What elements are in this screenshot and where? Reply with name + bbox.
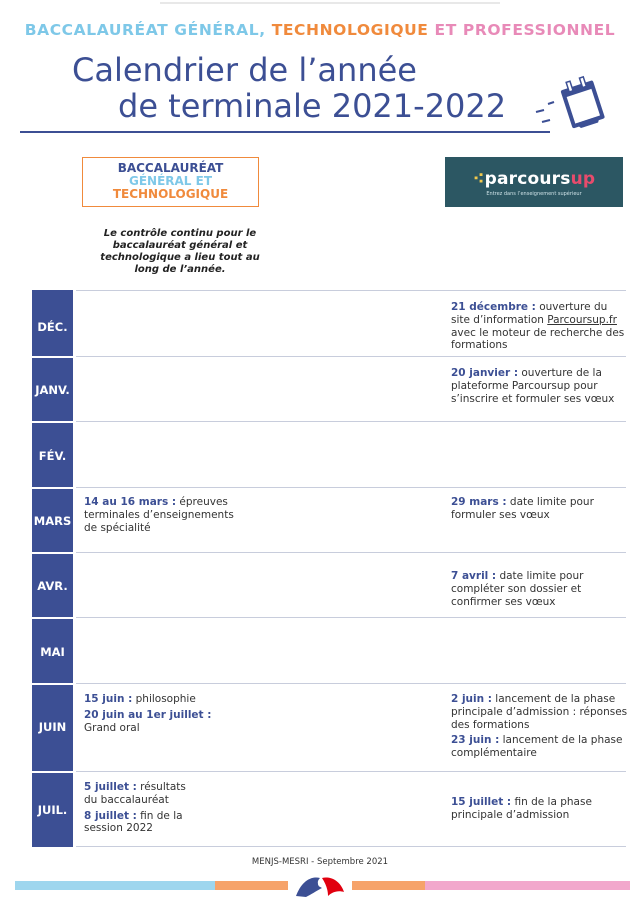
parcoursup-site-link[interactable]: Parcoursup.fr (547, 313, 617, 326)
event-date: 8 juillet : (84, 809, 137, 822)
event-text: fin de la session 2022 (84, 809, 183, 835)
event-text: lancement de la phase complémentaire (451, 734, 623, 760)
event-date: 29 mars : (451, 496, 507, 508)
event-phase-complementaire (451, 734, 631, 760)
parcoursup-logo (445, 157, 623, 207)
months-column (32, 290, 73, 847)
event-philosophie (84, 693, 254, 706)
top-divider (160, 2, 500, 4)
event-text: ouverture de la plateforme Parcoursup pour s’inscrire et formuler ses vœux (451, 367, 615, 405)
parcoursup-dots-icon: ⁖ (472, 169, 485, 189)
title-line-1: Calendrier de l’année (72, 51, 417, 89)
row-divider (76, 683, 626, 684)
event-text: date limite pour formuler ses vœux (451, 496, 594, 521)
event-date: 14 au 16 mars : (84, 496, 177, 508)
title-underline (20, 131, 550, 133)
header-technologique: TECHNOLOGIQUE (271, 21, 429, 39)
bac-box-line-3: TECHNOLOGIQUE (112, 187, 229, 201)
row-divider (76, 617, 626, 618)
event-date: 20 juin au 1er juillet : (84, 708, 212, 721)
parcoursup-wordmark-b: up (570, 169, 596, 189)
month-dec: DÉC. (37, 320, 68, 334)
event-text: lancement de la phase principale d’admission : réponses des formations (451, 693, 628, 731)
event-date: 7 avril : (451, 570, 497, 582)
page-title (72, 52, 506, 124)
month-janv: JANV. (35, 383, 70, 397)
month-fev: FÉV. (38, 449, 67, 463)
event-text: philosophie (132, 693, 196, 705)
header-banner (0, 21, 640, 39)
footer-bar-pink (425, 881, 630, 890)
month-divider (32, 771, 73, 773)
month-juil: JUIL. (37, 803, 68, 817)
event-date: 23 juin : (451, 734, 500, 747)
month-divider (32, 552, 73, 554)
event-date: 5 juillet : (84, 781, 137, 793)
dec-parcoursup-event (451, 301, 626, 352)
event-date: 2 juin : (451, 693, 492, 705)
event-date: 20 janvier : (451, 367, 519, 379)
marianne-logo-icon (288, 870, 352, 900)
avr-parcoursup-event (451, 570, 616, 608)
event-text: épreuves terminales d’enseignements de spécialité (84, 496, 234, 534)
juil-bac-events (84, 781, 194, 835)
bac-box-line-2: GÉNÉRAL ET (128, 174, 213, 188)
event-grand-oral (84, 709, 254, 735)
month-avr: AVR. (37, 579, 68, 593)
month-juin: JUIN (38, 720, 67, 734)
month-divider (32, 683, 73, 685)
janv-parcoursup-event (451, 367, 621, 405)
bac-general-technologique-box (82, 157, 259, 207)
event-text: Grand oral (84, 721, 140, 734)
event-text: fin de la phase principale d’admission (451, 796, 592, 821)
header-general: BACCALAURÉAT GÉNÉRAL, (24, 21, 266, 39)
month-divider (32, 421, 73, 423)
parcoursup-wordmark-a: parcours (484, 169, 571, 189)
juin-parcoursup-events (451, 693, 631, 760)
row-divider (76, 356, 626, 357)
event-date: 21 décembre : (451, 301, 536, 313)
row-divider (76, 846, 626, 847)
mars-parcoursup-event (451, 496, 621, 522)
event-resultats (84, 781, 194, 807)
event-text: date limite pour compléter son dossier et confirmer ses vœux (451, 570, 584, 608)
row-divider (76, 552, 626, 553)
event-date: 15 juillet : (451, 796, 512, 808)
month-mars: MARS (33, 514, 72, 528)
event-text: avec le moteur de recherche des formations (451, 326, 625, 352)
month-divider (32, 356, 73, 358)
event-fin-session (84, 810, 194, 836)
event-text: ouverture du site d’information (451, 301, 608, 326)
row-divider (76, 421, 626, 422)
event-date: 15 juin : (84, 693, 133, 705)
row-divider (76, 487, 626, 488)
month-divider (32, 487, 73, 489)
juin-bac-events (84, 693, 254, 734)
row-divider (76, 771, 626, 772)
title-line-2: de terminale 2021-2022 (118, 87, 507, 125)
parcoursup-tagline: Entrez dans l’enseignement supérieur (486, 191, 582, 197)
month-divider (32, 617, 73, 619)
row-divider (76, 290, 626, 291)
footer-bar-blue (15, 881, 215, 890)
intro-note: Le contrôle continu pour le baccalauréat général et technologique a lieu tout au long de l’année. (100, 228, 260, 275)
mars-bac-event (84, 496, 244, 534)
event-text: résultats du baccalauréat (84, 781, 186, 806)
juil-parcoursup-event (451, 796, 616, 822)
calendar-icon (534, 70, 614, 140)
parcoursup-wordmark (445, 169, 623, 189)
footer-credit: MENJS-MESRI - Septembre 2021 (251, 857, 389, 867)
header-professionnel: ET PROFESSIONNEL (434, 21, 616, 39)
month-mai: MAI (40, 645, 65, 659)
bac-box-line-1: BACCALAURÉAT (117, 161, 224, 175)
event-phase-principale (451, 693, 631, 731)
